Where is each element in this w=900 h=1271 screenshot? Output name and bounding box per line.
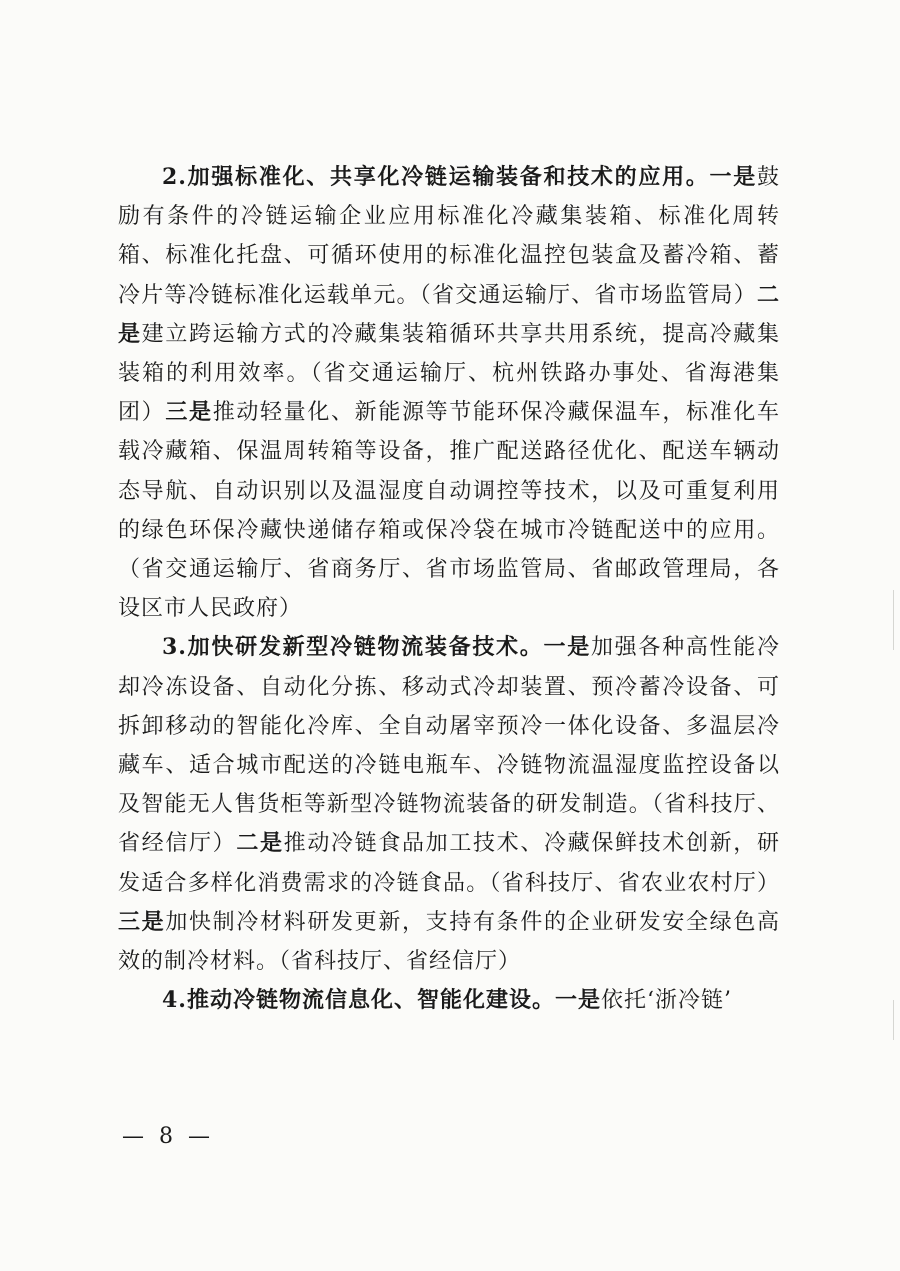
scan-artifact: [893, 1000, 894, 1040]
seg-bold: 一是: [543, 634, 591, 661]
paragraph-3: [118, 628, 780, 981]
paragraph-3-title: 3.加快研发新型冷链物流装备技术。: [162, 634, 544, 661]
scan-artifact: [893, 590, 894, 650]
paragraph-2: [118, 158, 780, 628]
seg-text: 推动冷链食品加工技术、冷藏保鲜技术创新，研发适合多样化消费需求的冷链食品。（省科技厅、省农业农村厅）: [118, 831, 780, 896]
paragraph-4-title: 4.推动冷链物流信息化、智能化建设。: [162, 987, 555, 1014]
seg-text: 推动轻量化、新能源等节能环保冷藏保温车，标准化车载冷藏箱、保温周转箱等设备，推广配送路径优化、配送车辆动态导航、自动识别以及温湿度自动调控等技术，以及可重复利用的绿色环保冷藏快递储存箱或保冷袋在城市冷链配送中的应用。（省交通运输厅、省商务厅、省市场监管局、省邮政管理局，各设区市人民政府）: [118, 400, 780, 622]
paragraph-2-title: 2.加强标准化、共享化冷链运输装备和技术的应用。: [162, 164, 710, 190]
seg-text: 建立跨运输方式的冷藏集装箱循环共享共用系统，提高冷藏集装箱的利用效率。（省交通运输厅、杭州铁路办事处、省海港集团）: [118, 321, 780, 426]
seg-bold: 三是: [165, 399, 213, 426]
page-number: — 8 —: [122, 1124, 214, 1149]
seg-bold: 三是: [118, 908, 166, 935]
paragraph-4: [118, 981, 780, 1020]
seg-text: 加强各种高性能冷却冷冻设备、自动化分拣、移动式冷却装置、预冷蓄冷设备、可拆卸移动的智能化冷库、全自动屠宰预冷一体化设备、多温层冷藏车、适合城市配送的冷链电瓶车、冷链物流温湿度监控设备以及智能无人售货柜等新型冷链物流装备的研发制造。（省科技厅、省经信厅）: [118, 635, 780, 857]
seg-bold: 一是: [709, 164, 757, 190]
seg-bold: 一是: [554, 987, 601, 1014]
document-body: [118, 158, 780, 1020]
seg-bold: 二是: [236, 830, 284, 857]
seg-text: 鼓励有条件的冷链运输企业应用标准化冷藏集装箱、标准化周转箱、标准化托盘、可循环使用的标准化温控包装盒及蓄冷箱、蓄冷片等冷链标准化运载单元。（省交通运输厅、省市场监管局）: [118, 165, 780, 308]
seg-text: 加快制冷材料研发更新，支持有条件的企业研发安全绿色高效的制冷材料。（省科技厅、省经信厅）: [118, 909, 780, 975]
seg-bold: 二是: [118, 281, 780, 347]
seg-text: 依托‘浙冷链’: [600, 988, 732, 1014]
